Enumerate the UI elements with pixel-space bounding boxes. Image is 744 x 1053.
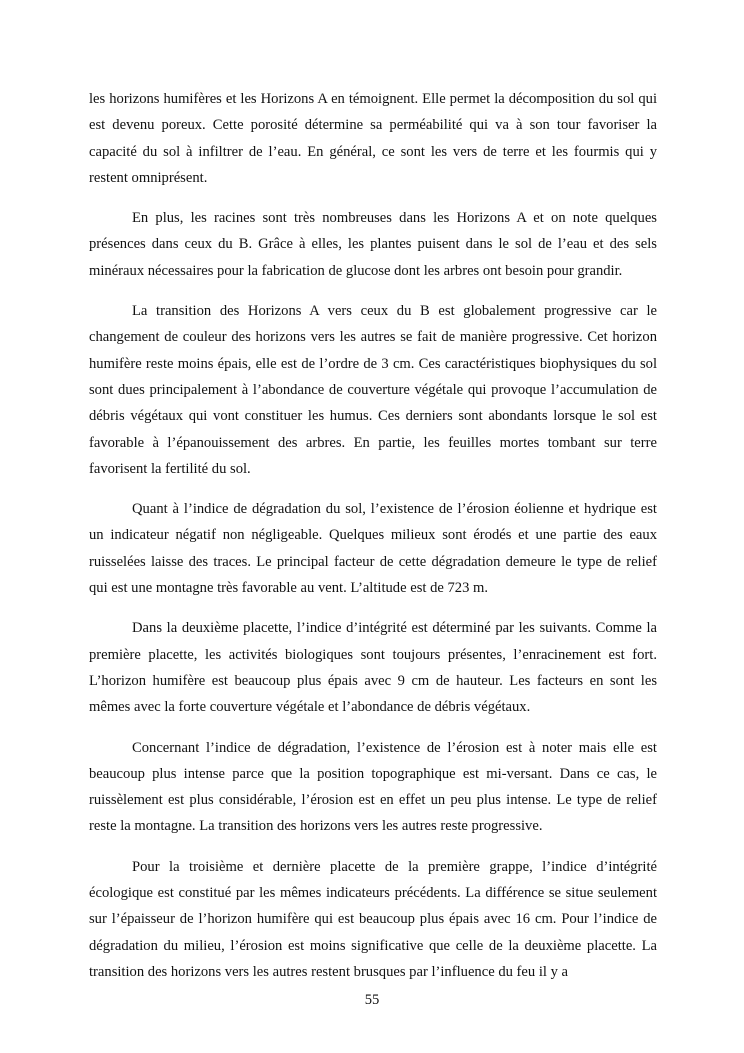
paragraph-horizon-transition: La transition des Horizons A vers ceux du B est globalement progressive car le changement de couleur des horizons vers les autres se fait de manière progressive. Cet horizon humifère reste moins épais, elle est de l’ordre de 3 cm. Ces caractéristiques biophysiques du sol sont dues principalement à l’abondance de couverture végétale qui provoque l’accumulation de débris végétaux qui vont constituer les humus. Ces derniers sont abondants lorsque le sol est favorable à l’épanouissement des arbres. En partie, les feuilles mortes tombant sur terre favorisent la fertilité du sol. — [89, 303, 657, 477]
paragraph-roots: En plus, les racines sont très nombreuses dans les Horizons A et on note quelques présences dans ceux du B. Grâce à elles, les plantes puisent dans le sol de l’eau et des sels minéraux nécessaires pour la fabrication de glucose dont les arbres ont besoin pour grandir. — [89, 210, 657, 279]
document-body — [89, 86, 657, 999]
paragraph-second-plot-degradation: Concernant l’indice de dégradation, l’existence de l’érosion est à noter mais elle est beaucoup plus intense parce que la position topographique est mi-versant. Dans ce cas, le ruissèlement est plus considérable, l’érosion est en effet un peu plus intense. Le type de relief reste la montagne. La transition des horizons vers les autres reste progressive. — [89, 739, 657, 835]
paragraph-third-plot: Pour la troisième et dernière placette de la première grappe, l’indice d’intégrité écologique est constitué par les mêmes indicateurs précédents. La différence se situe seulement sur l’épaisseur de l’horizon humifère qui est beaucoup plus épais avec 16 cm. Pour l’indice de dégradation du milieu, l’érosion est moins significative que celle de la deuxième placette. La transition des horizons vers les autres restent brusques par l’influence du feu il y a — [89, 858, 657, 980]
paragraph-soil-porosity: les horizons humifères et les Horizons A en témoignent. Elle permet la décomposition du sol qui est devenu poreux. Cette porosité détermine sa perméabilité qui va à son tour favoriser la capacité du sol à infiltrer de l’eau. En général, ce sont les vers de terre et les fourmis qui y restent omniprésent. — [89, 91, 657, 186]
paragraph-second-plot: Dans la deuxième placette, l’indice d’intégrité est déterminé par les suivants. Comme la première placette, les activités biologiques sont toujours présentes, l’enracinement est fort. L’horizon humifère est beaucoup plus épais avec 9 cm de hauteur. Les facteurs en sont les mêmes avec la forte couverture végétale et l’abondance de débris végétaux. — [89, 620, 657, 716]
paragraph-degradation-index: Quant à l’indice de dégradation du sol, l’existence de l’érosion éolienne et hydrique est un indicateur négatif non négligeable. Quelques milieux sont érodés et une partie des eaux ruisselées laisse des traces. Le principal facteur de cette dégradation demeure le type de relief qui est une montagne très favorable au vent. L’altitude est de 723 m. — [89, 501, 657, 597]
page-number: 55 — [364, 992, 380, 1008]
